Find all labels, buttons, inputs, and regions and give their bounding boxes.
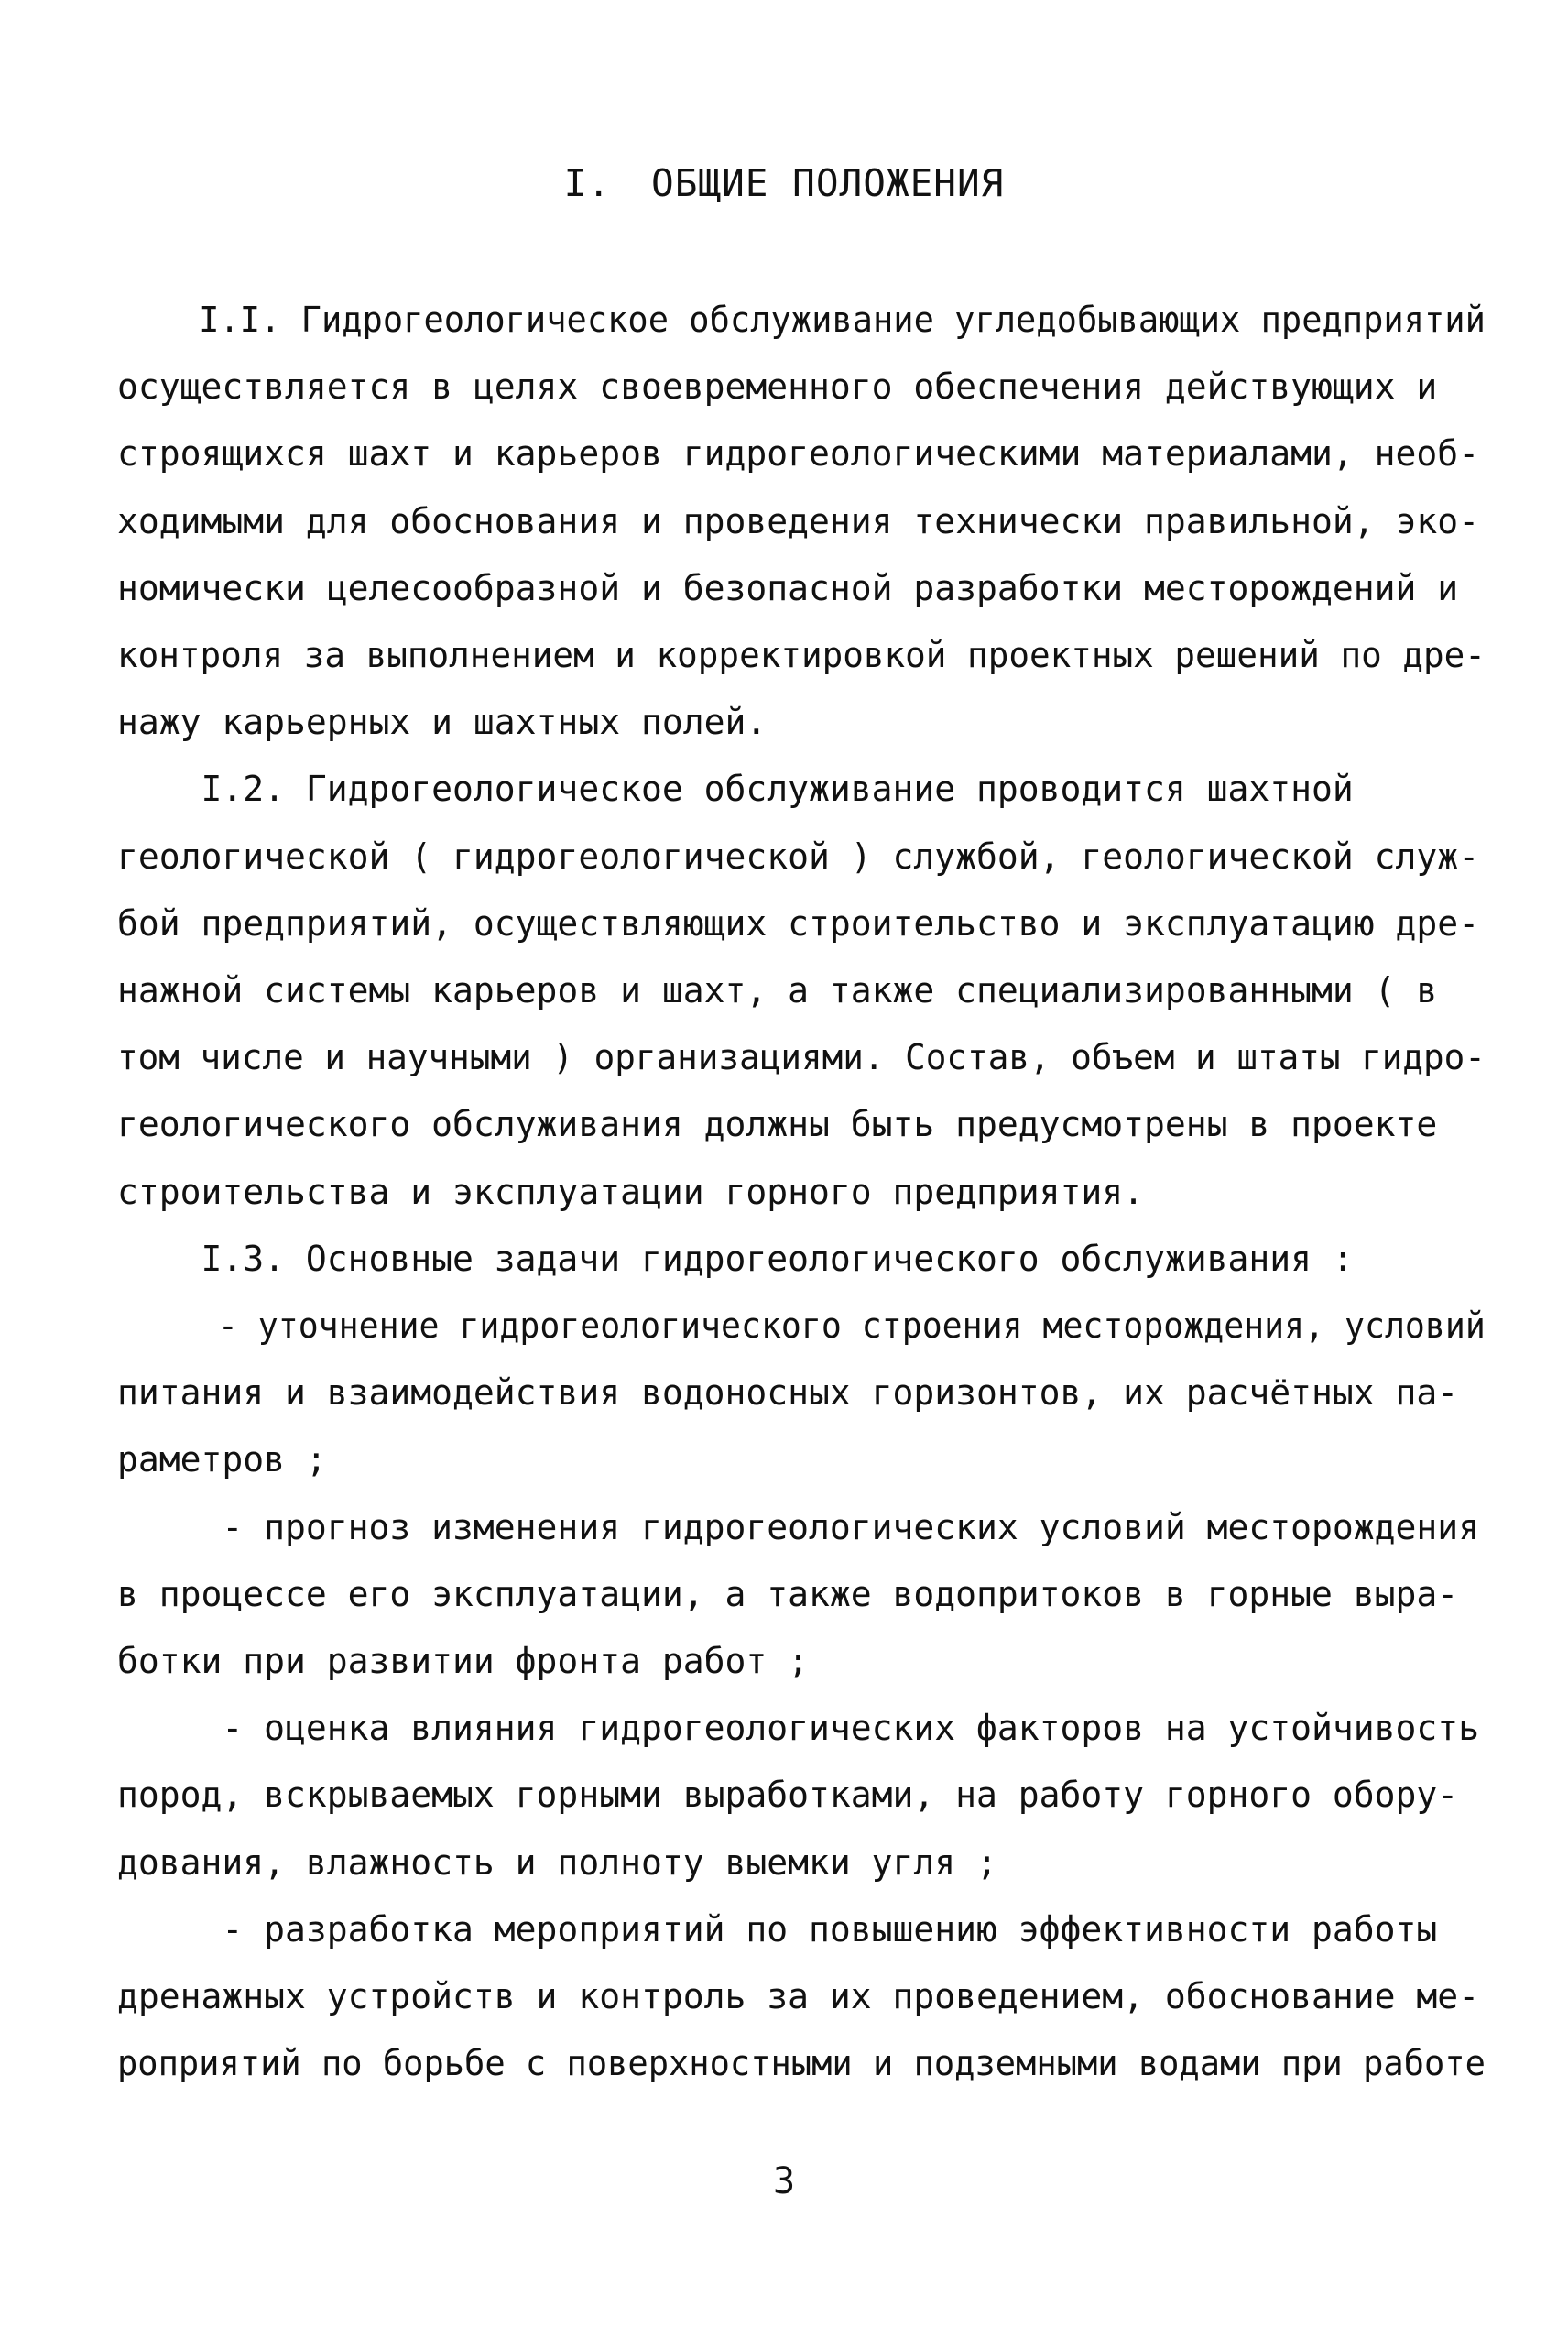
text-line: дования, влажность и полноту выемки угля ;: [117, 1842, 997, 1883]
text-line: ходимыми для обоснования и проведения технически правильной, эко-: [117, 501, 1480, 541]
text-line: осуществляется в целях своевременного обеспечения действующих и: [117, 366, 1438, 407]
text-line: геологической ( гидрогеологической ) службой, геологической служ-: [117, 836, 1480, 877]
text-line: строящихся шахт и карьеров гидрогеологическими материалами, необ-: [117, 433, 1480, 474]
text-line: пород, вскрываемых горными выработками, на работу горного обору-: [117, 1775, 1459, 1815]
text-line: дренажных устройств и контроль за их проведением, обоснование ме-: [117, 1976, 1480, 2016]
section-title: ОБЩИЕ ПОЛОЖЕНИЯ: [651, 161, 1005, 205]
text-line: I.2. Гидрогеологическое обслуживание проводится шахтной: [117, 769, 1354, 809]
text-line: в процессе его эксплуатации, а также водопритоков в горные выра-: [117, 1574, 1459, 1614]
text-line: ботки при развитии фронта работ ;: [117, 1641, 809, 1681]
text-line: нажной системы карьеров и шахт, а также специализированными ( в: [117, 970, 1438, 1011]
section-heading: [0, 161, 1568, 205]
text-line: нажу карьерных и шахтных полей.: [117, 702, 768, 742]
text-line: питания и взаимодействия водоносных горизонтов, их расчётных па-: [117, 1372, 1459, 1413]
text-line: - оценка влияния гидрогеологических факторов на устойчивость: [117, 1708, 1480, 1748]
section-number: I.: [563, 161, 612, 205]
text-line: - прогноз изменения гидрогеологических условий месторождения: [117, 1507, 1480, 1547]
text-line: контроля за выполнением и корректировкой проектных решений по дре-: [117, 635, 1486, 675]
text-line: I.I. Гидрогеологическое обслуживание угледобывающих предприятий: [117, 300, 1486, 340]
text-line: - разработка мероприятий по повышению эффективности работы: [117, 1909, 1438, 1950]
text-line: строительства и эксплуатации горного предприятия.: [117, 1172, 1145, 1212]
text-line: - уточнение гидрогеологического строения месторождения, условий: [117, 1306, 1486, 1346]
text-line: роприятий по борьбе с поверхностными и подземными водами при работе: [117, 2043, 1486, 2083]
text-line: геологического обслуживания должны быть предусмотрены в проекте: [117, 1104, 1438, 1144]
text-line: том числе и научными ) организациями. Состав, объем и штаты гидро-: [117, 1037, 1486, 1077]
text-line: I.3. Основные задачи гидрогеологического обслуживания :: [117, 1239, 1354, 1279]
text-line: номически целесообразной и безопасной разработки месторождений и: [117, 568, 1459, 608]
page-number: 3: [772, 2160, 796, 2202]
text-line: раметров ;: [117, 1439, 327, 1480]
text-line: бой предприятий, осуществляющих строительство и эксплуатацию дре-: [117, 903, 1480, 944]
